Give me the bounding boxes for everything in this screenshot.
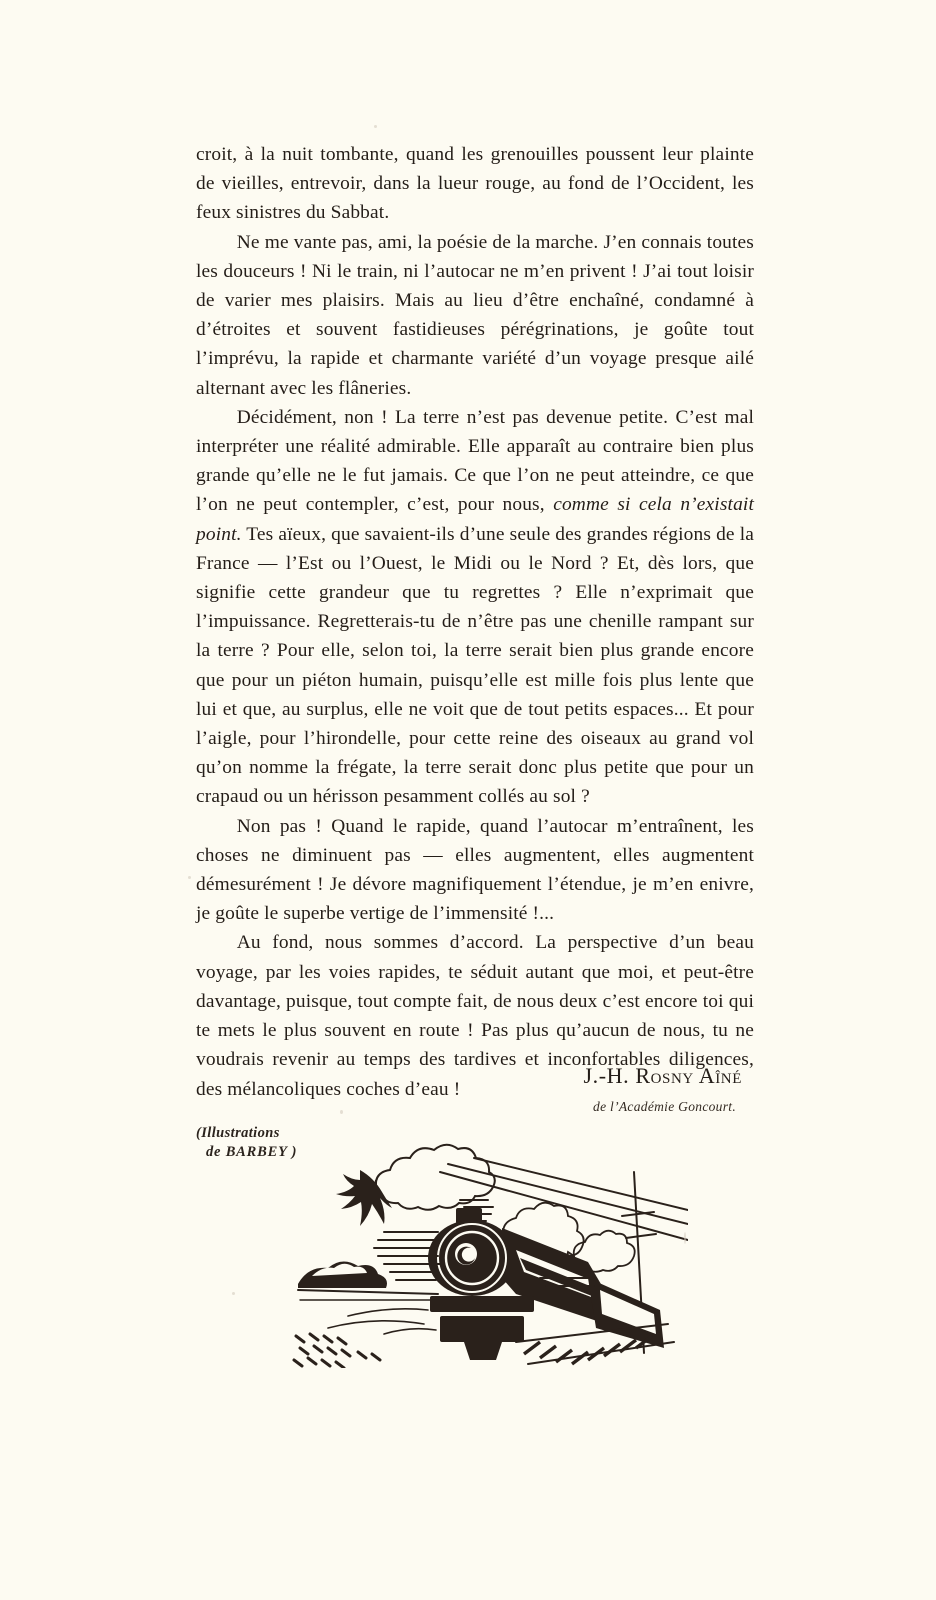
author-signature: J.-H. Rosny Aîné (583, 1063, 742, 1088)
sleepers-hatching (524, 1336, 652, 1364)
scan-speckle (232, 1292, 235, 1295)
paragraph-3 (196, 403, 754, 812)
scan-speckle (188, 876, 191, 879)
text-column (196, 140, 754, 1104)
paragraph-5: Au fond, nous sommes d’accord. La perspective d’un beau voyage, par les voies rapides, te séduit autant que moi, et peut-être davantage, puisque, tout compte fait, de nous deux c’est encore toi qui te mets le plus souvent en route ! Pas plus qu’aucun de nous, tu ne voudrais revenir au temps des tardives et inconfortables diligences, des mélancoliques coches d’eau ! (196, 932, 754, 1100)
paragraph-1: croit, à la nuit tombante, quand les grenouilles poussent leur plainte de vieilles, entrevoir, dans la lueur rouge, au fond de l’Occident, les feux sinistres du Sabbat. (196, 144, 754, 224)
swallow-icon (336, 1170, 392, 1226)
steam-locomotive-icon (428, 1208, 664, 1360)
paragraph-2: Ne me vante pas, ami, la poésie de la marche. J’en connais toutes les douceurs ! Ni le train, ni l’autocar ne m’en privent ! J’ai tout loisir de varier mes plaisirs. Mais au lieu d’être enchaîné, condamné à d’étroites et souvent fastidieuses pérégrinations, je goûte tout l’imprévu, la rapide et charmante variété d’un voyage presque ailé alternant avec les flâneries. (196, 231, 754, 399)
signature-block (196, 1062, 754, 1117)
train-illustration (288, 1128, 688, 1368)
scan-speckle (374, 125, 377, 128)
scan-speckle (684, 1232, 686, 1244)
author-attribution: de l’Académie Goncourt. (593, 1099, 736, 1114)
paragraph-3-part-a: Décidément, non ! La terre n’est pas devenue petite. C’est mal interpréter une réalité admirable. Elle apparaît au contraire bien plus grande qu’elle ne le fut jamais. Ce que l’on ne peut atteindre, ce que l’on ne peut contempler, c’est, pour nous, (196, 406, 754, 516)
illustration-credit (196, 1124, 297, 1162)
illustration-credit-line2: de BARBEY ) (206, 1144, 298, 1160)
bushes-icon (298, 1261, 387, 1288)
field-hatching (294, 1334, 380, 1368)
railway-track-icon (328, 1309, 436, 1334)
paragraph-3-italic-phrase: comme si cela n’existait point. (196, 494, 754, 545)
illustration-credit-line1: (Illustrations (196, 1125, 280, 1141)
paragraph-4: Non pas ! Quand le rapide, quand l’autocar m’entraînent, les choses ne diminuent pas — elles augmentent, elles augmentent démesurément ! Je dévore magnifiquement l’étendue, je m’en enivre, je goûte le superbe vertige de l’immensité !... (196, 815, 754, 925)
paragraph-3-part-b: Tes aïeux, que savaient-ils d’une seule des grandes régions de la France — l’Est ou l’Ouest, le Midi ou le Nord ? Et, dès lors, que signifie cette grandeur que tu regrettes ? Elle n’exprimait que l’impuissance. Regretterais-tu de n’être pas une chenille rampant sur la terre ? Pour elle, selon toi, la terre serait bien plus grande encore que pour un piéton humain, puisqu’elle est mille fois plus lente que lui et que, au surplus, elle ne voit que de tout petits espaces... Et pour l’aigle, pour l’hirondelle, pour cette reine des oiseaux au grand vol qu’on nomme la frégate, la terre serait donc plus petite que pour un crapaud ou un hérisson pesamment collés au sol ? (196, 523, 754, 808)
steam-locomotive-woodcut-svg (288, 1128, 688, 1368)
scan-speckle (340, 1110, 343, 1114)
